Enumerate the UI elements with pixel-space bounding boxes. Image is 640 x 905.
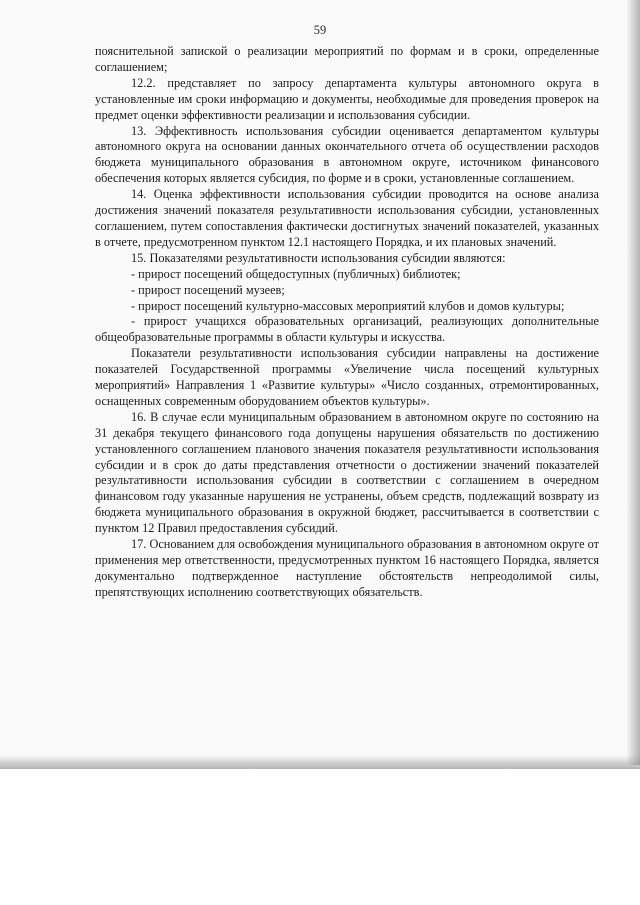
paragraph-16: 16. В случае если муниципальным образованием в автономном округе по состоянию на 31 декабря текущего финансового года допущены нарушения обязательств по достижению установленного соглашением планового значения показателя результативности использования субсидии и в срок до даты представления отчетности о достижении значений показателей результативности использования субсидии в соответствии с соглашением в очередном финансовом году указанные нарушения не устранены, объем средств, подлежащий возврату из бюджета муниципального образования в окружной бюджет, рассчитывается в соответствии с пунктом 12 Правил предоставления субсидий. — [95, 409, 599, 536]
paragraph-14: 14. Оценка эффективности использования субсидии проводится на основе анализа достижения значений показателя результативности использования субсидии, установленных соглашением, путем сопоставления фактически достигнутых значений показателей, указанных в отчете, предусмотренном пунктом 12.1 настоящего Порядка, и их плановых значений. — [95, 187, 599, 249]
list-item-clubs: - прирост посещений культурно-массовых мероприятий клубов и домов культуры; — [131, 298, 565, 313]
list-item-students: - прирост учащихся образовательных организаций, реализующих дополнительные общеобразовательные программы в области культуры и искусства. — [95, 314, 599, 345]
paragraph-13: 13. Эффективность использования субсидии оценивается департаментом культуры автономного округа на основании данных окончательного отчета об осуществлении расходов бюджета муниципального образования в автономном округе, источником финансового обеспечения которых является субсидия, по форме и в сроки, установленные соглашением. — [95, 123, 599, 186]
scan-shadow-bottom — [0, 755, 640, 769]
list-item-museums: - прирост посещений музеев; — [131, 282, 285, 297]
list-item-libraries: - прирост посещений общедоступных (публичных) библиотек; — [131, 266, 461, 281]
document-body — [95, 44, 599, 601]
paragraph-continuation: пояснительной запиской о реализации мероприятий по формам и в сроки, определенные соглашением; — [95, 44, 599, 74]
paragraph-17: 17. Основанием для освобождения муниципального образования в автономном округе от применения мер ответственности, предусмотренных пунктом 16 настоящего Порядка, является документально подтвержденное наступление обстоятельств непреодолимой силы, препятствующих исполнению соответствующих обязательств. — [95, 537, 599, 599]
scan-shadow-right — [626, 0, 640, 765]
paragraph-indicators: Показатели результативности использования субсидии направлены на достижение показателей Государственной программы «Увеличение числа посещений культурных мероприятий» Направления 1 «Развитие культуры» «Число созданных, отремонтированных, оснащенных современным оборудованием объектов культуры». — [95, 346, 599, 408]
page-number: 59 — [313, 23, 327, 37]
paragraph-12-2: 12.2. представляет по запросу департамента культуры автономного округа в установленные им сроки информацию и документы, необходимые для проведения проверок на предмет оценки эффективности реализации и использования субсидии. — [95, 75, 599, 122]
paragraph-15: 15. Показателями результативности использования субсидии являются: — [131, 250, 506, 265]
